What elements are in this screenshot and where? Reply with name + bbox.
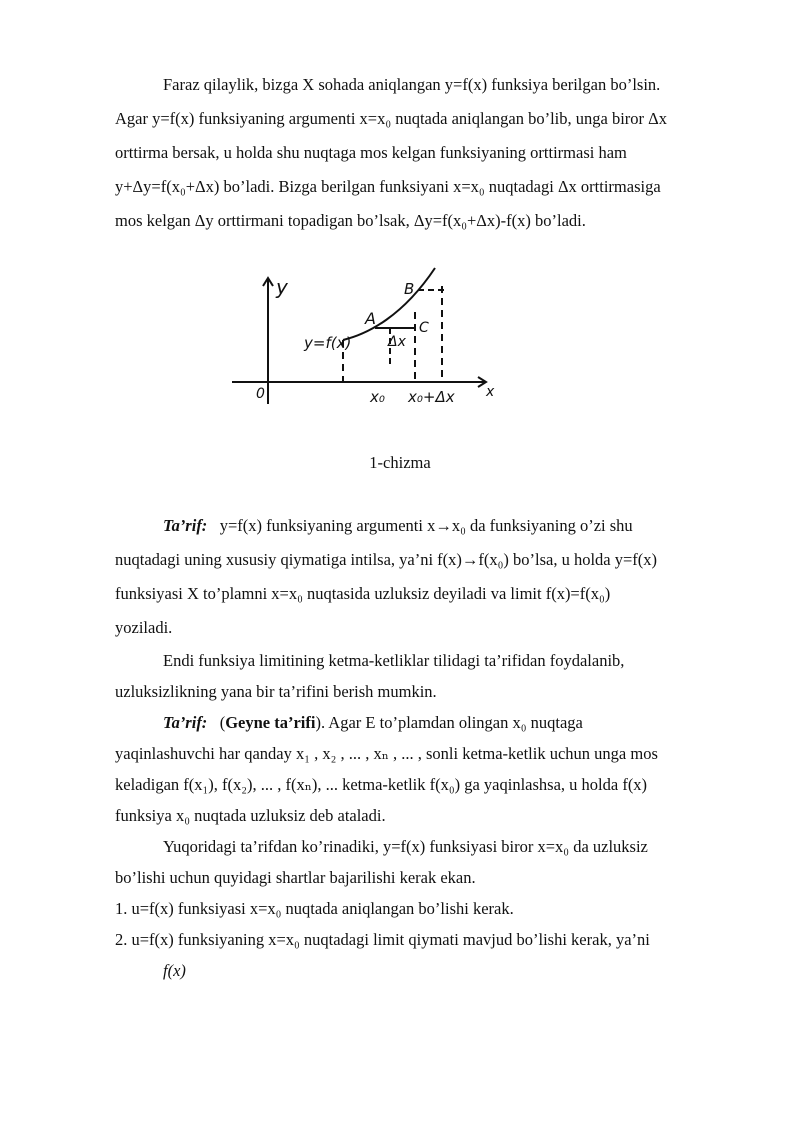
list-item-1: 1. u=f(x) funksiyasi x=x₀ nuqtada aniqlangan bo’lishi kerak. bbox=[115, 899, 514, 918]
definition-2-line-1: Ta’rif: (Geyne ta’rifi). Agar E to’plamdan olingan x₀ nuqtaga bbox=[163, 713, 583, 732]
definition-2-text-1: Agar E to’plamdan olingan x₀ nuqtaga bbox=[328, 713, 583, 732]
para2-line-1: Endi funksiya limitining ketma-ketliklar tilidagi ta’rifidan foydalanib, bbox=[163, 651, 625, 670]
definition-2-line-4: funksiya x₀ nuqtada uzluksiz deb ataladi. bbox=[115, 806, 386, 825]
function-label: y=f(x) bbox=[304, 334, 352, 352]
figure-caption: 1-chizma bbox=[369, 453, 431, 472]
origin-label: 0 bbox=[256, 386, 265, 402]
intro-line-2: Agar y=f(x) funksiyaning argumenti x=x₀ nuqtada aniqlangan bo’lib, unga biror Δx bbox=[115, 109, 668, 128]
definition-2-line-3: keladigan f(x₁), f(x₂), ... , f(xₙ), ... ketma-ketlik f(x₀) ga yaqinlashsa, u holda f(x) bbox=[115, 775, 648, 794]
definition-1-text-1: y=f(x) funksiyaning argumenti x→x₀ da funksiyaning o’zi shu bbox=[219, 516, 633, 535]
para2-line-2: uzluksizlikning yana bir ta’rifini berish mumkin. bbox=[115, 682, 437, 701]
y-axis-label: y bbox=[276, 275, 288, 299]
tail-formula: f(x) bbox=[163, 961, 186, 980]
intro-line-4: y+Δy=f(x₀+Δx) bo’ladi. Bizga berilgan funksiyani x=x₀ nuqtadagi Δx orttirmasiga bbox=[115, 177, 661, 196]
definition-1-line-4: yoziladi. bbox=[115, 618, 173, 637]
point-b-label: B bbox=[404, 280, 415, 298]
definition-1-line-1 bbox=[115, 509, 742, 543]
definition-1-label: Ta’rif: bbox=[163, 516, 208, 535]
definitions-section bbox=[115, 509, 742, 986]
definition-1-line-3: funksiyasi X to’plamni x=x₀ nuqtasida uzluksiz deyiladi va limit f(x)=f(x₀) bbox=[115, 584, 611, 603]
intro-line-3: orttirma bersak, u holda shu nuqtaga mos kelgan funksiyaning orttirmasi ham bbox=[115, 143, 627, 162]
para3-line-1: Yuqoridagi ta’rifdan ko’rinadiki, y=f(x) funksiyasi biror x=x₀ da uzluksiz bbox=[163, 837, 648, 856]
point-a-label: A bbox=[365, 309, 376, 328]
delta-x-label: Δx bbox=[388, 334, 406, 350]
figure-increment-graph bbox=[228, 264, 498, 414]
x0dx-label: x₀+Δx bbox=[408, 388, 455, 406]
graph-svg bbox=[228, 264, 498, 414]
definition-2-name: Geyne ta’rifi bbox=[225, 713, 316, 732]
x-axis-label: x bbox=[486, 384, 495, 400]
point-c-label: C bbox=[419, 320, 429, 336]
definition-2-line-2: yaqinlashuvchi har qanday x₁ , x₂ , ... , xₙ , ... , sonli ketma-ketlik uchun unga mos bbox=[115, 744, 658, 763]
definition-2-label: Ta’rif: bbox=[163, 713, 208, 732]
x0-label: x₀ bbox=[370, 388, 385, 406]
intro-line-5: mos kelgan Δy orttirmani topadigan bo’lsak, Δy=f(x₀+Δx)-f(x) bo’ladi. bbox=[115, 211, 586, 230]
list-item-2: 2. u=f(x) funksiyaning x=x₀ nuqtadagi limit qiymati mavjud bo’lishi kerak, ya’ni bbox=[115, 930, 650, 949]
intro-paragraph bbox=[115, 68, 742, 238]
para3-line-2: bo’lishi uchun quyidagi shartlar bajarilishi kerak ekan. bbox=[115, 868, 476, 887]
definition-1-line-2: nuqtadagi uning xususiy qiymatiga intilsa, ya’ni f(x)→f(x₀) bo’lsa, u holda y=f(x) bbox=[115, 550, 658, 569]
intro-line-1: Faraz qilaylik, bizga X sohada aniqlangan y=f(x) funksiya berilgan bo’lsin. bbox=[163, 75, 661, 94]
